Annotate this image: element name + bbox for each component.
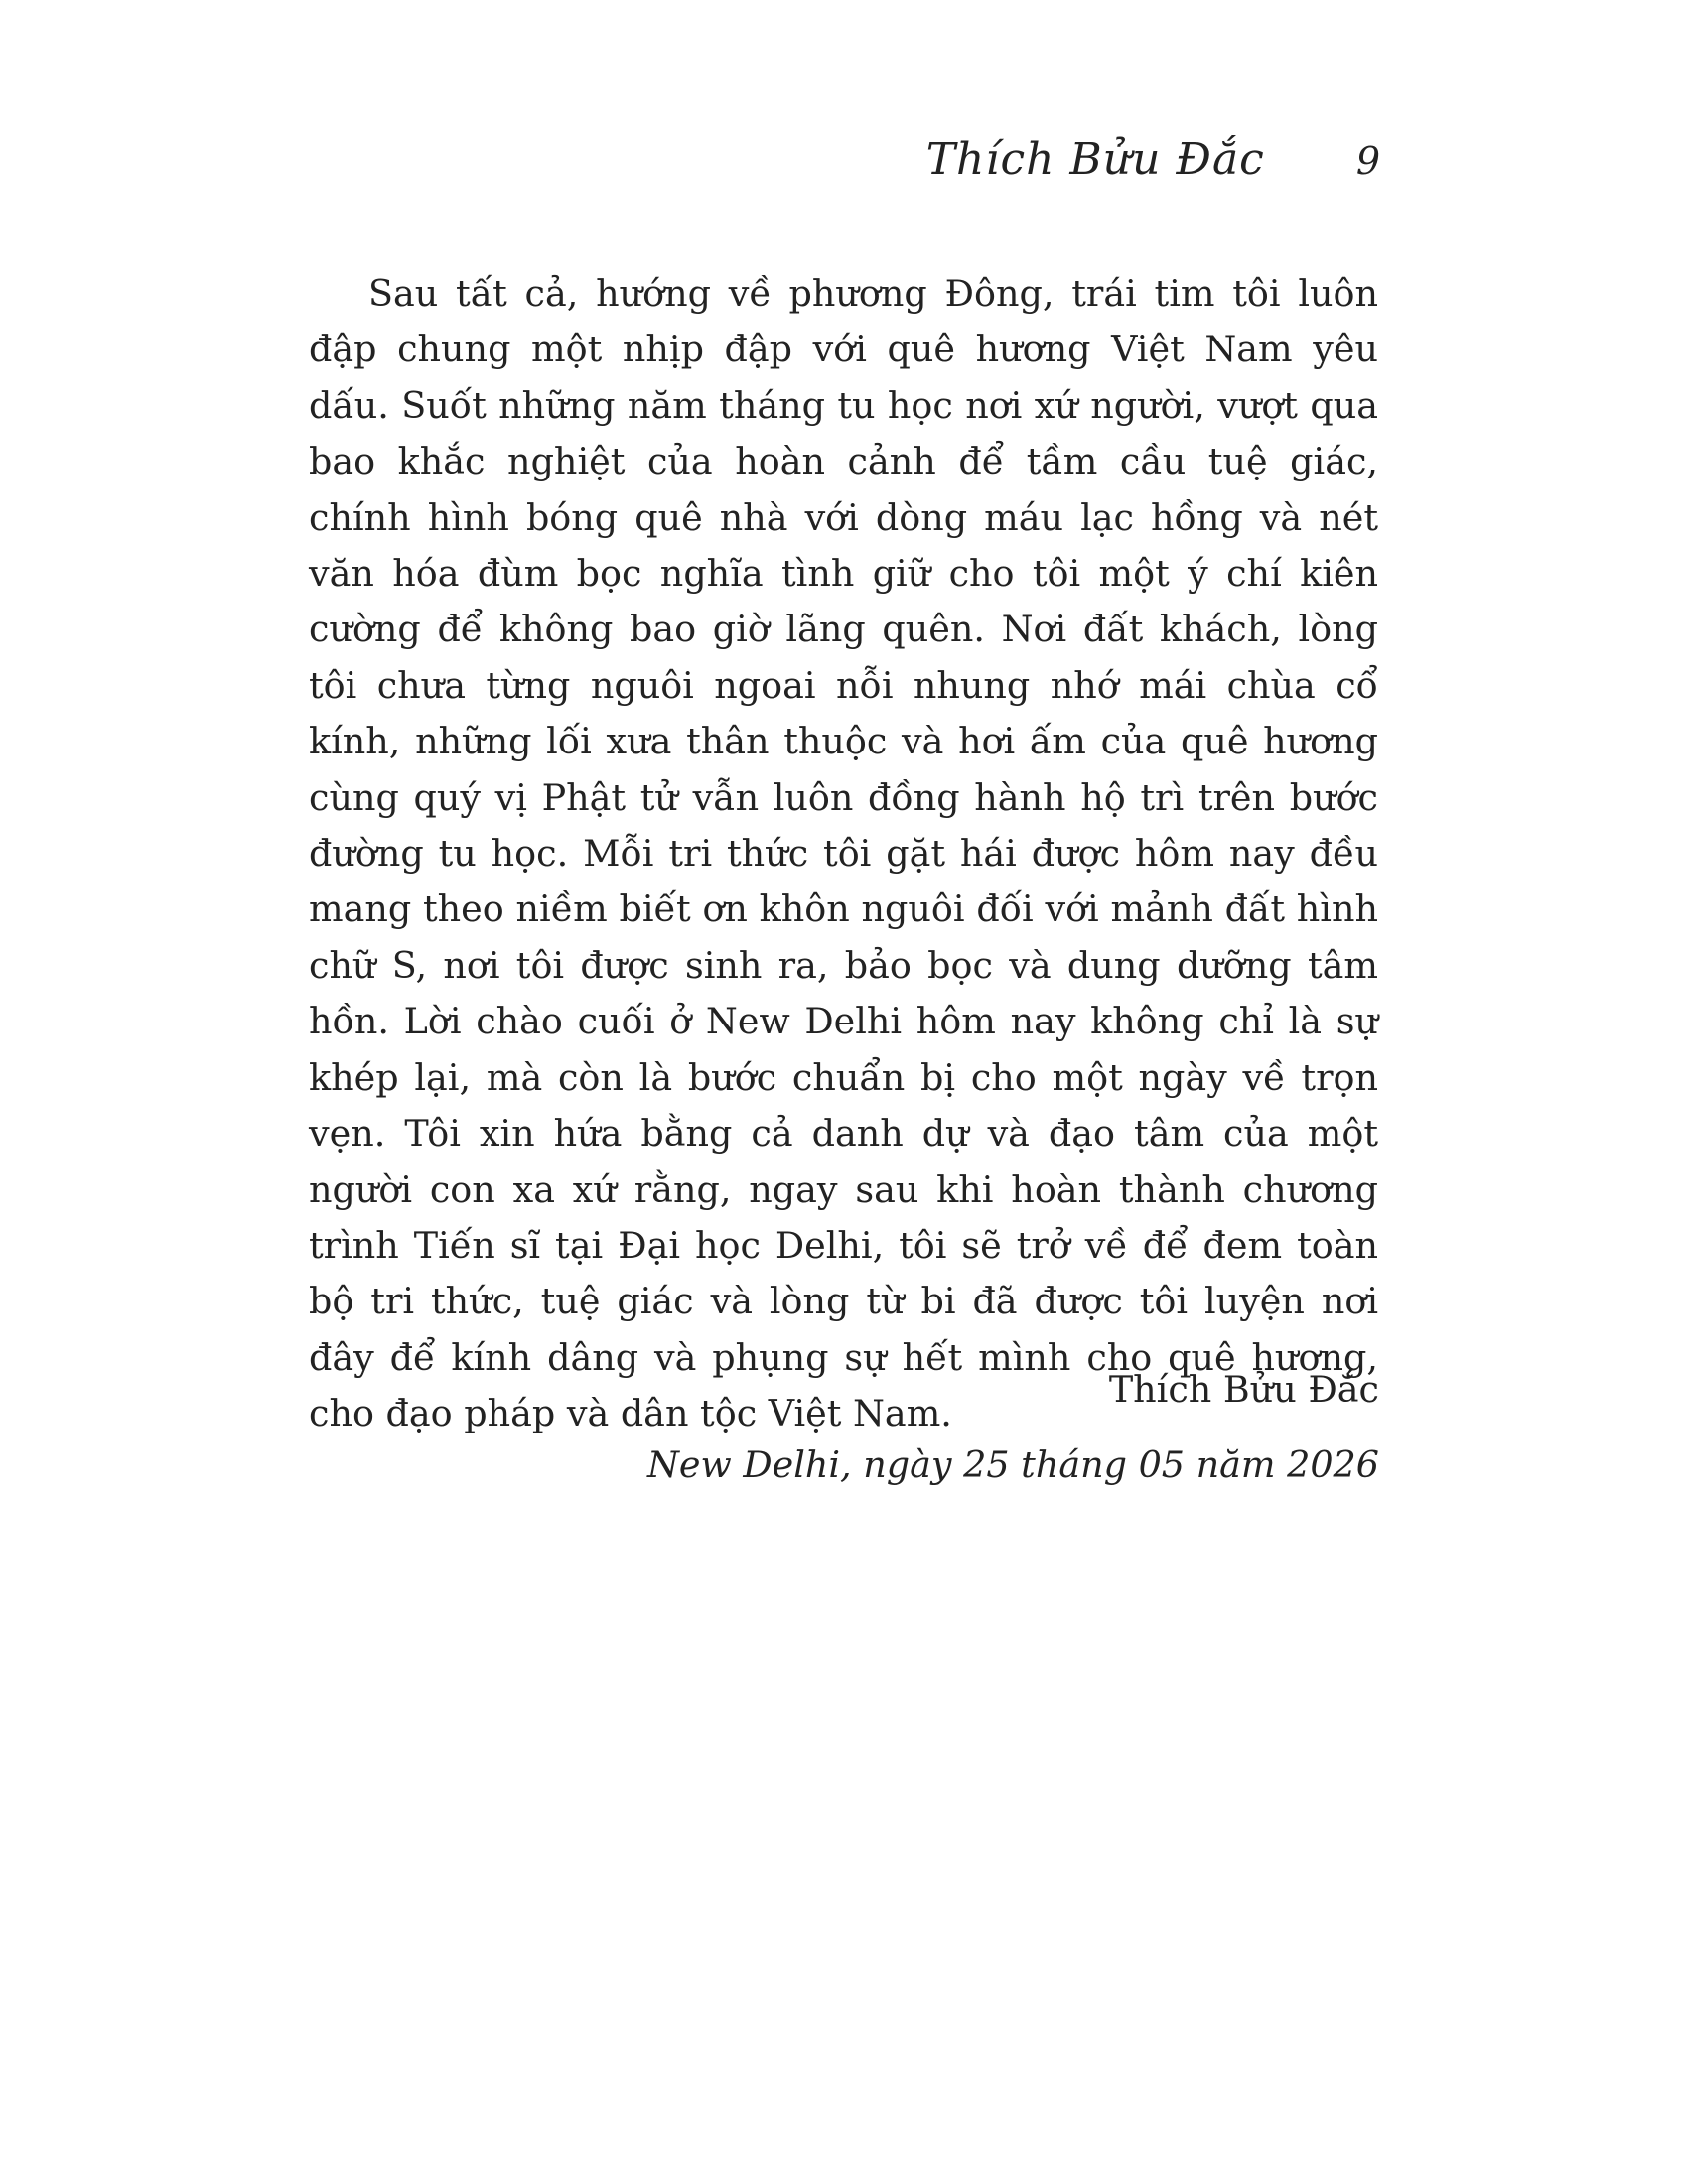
body-paragraph: Sau tất cả, hướng về phương Đông, trái tim tôi luôn đập chung một nhịp đập với quê hương Việt Nam yêu dấu. Suốt những năm tháng tu học nơi xứ người, vượt qua bao khắc nghiệt của hoàn cảnh để tầm cầu tuệ giác, chính hình bóng quê nhà với dòng máu lạc hồng và nét văn hóa đùm bọc nghĩa tình giữ cho tôi một ý chí kiên cường để không bao giờ lãng quên. Nơi đất khách, lòng tôi chưa từng nguôi ngoai nỗi nhung nhớ mái chùa cổ kính, những lối xưa thân thuộc và hơi ấm của quê hương cùng quý vị Phật tử vẫn luôn đồng hành hộ trì trên bước đường tu học. Mỗi tri thức tôi gặt hái được hôm nay đều mang theo niềm biết ơn khôn nguôi đối với mảnh đất hình chữ S, nơi tôi được sinh ra, bảo bọc và dung dưỡng tâm hồn. Lời chào cuối ở New Delhi hôm nay không chỉ là sự khép lại, mà còn là bước chuẩn bị cho một ngày về trọn vẹn. Tôi xin hứa bằng cả danh dự và đạo tâm của một người con xa xứ rằng, ngay sau khi hoàn thành chương trình Tiến sĩ tại Đại học Delhi, tôi sẽ trở về để đem toàn bộ tri thức, tuệ giác và lòng từ bi đã được tôi luyện nơi đây để kính dâng và phụng sự hết mình cho quê hương, cho đạo pháp và dân tộc Việt Nam. [309, 272, 1378, 1435]
page-number: 9 [1355, 139, 1380, 183]
place-date: New Delhi, ngày 25 tháng 05 năm 2026 [646, 1443, 1379, 1486]
signature: Thích Bửu Đắc [1108, 1368, 1379, 1411]
running-header [926, 134, 1380, 185]
header-author-title: Thích Bửu Đắc [925, 134, 1265, 185]
